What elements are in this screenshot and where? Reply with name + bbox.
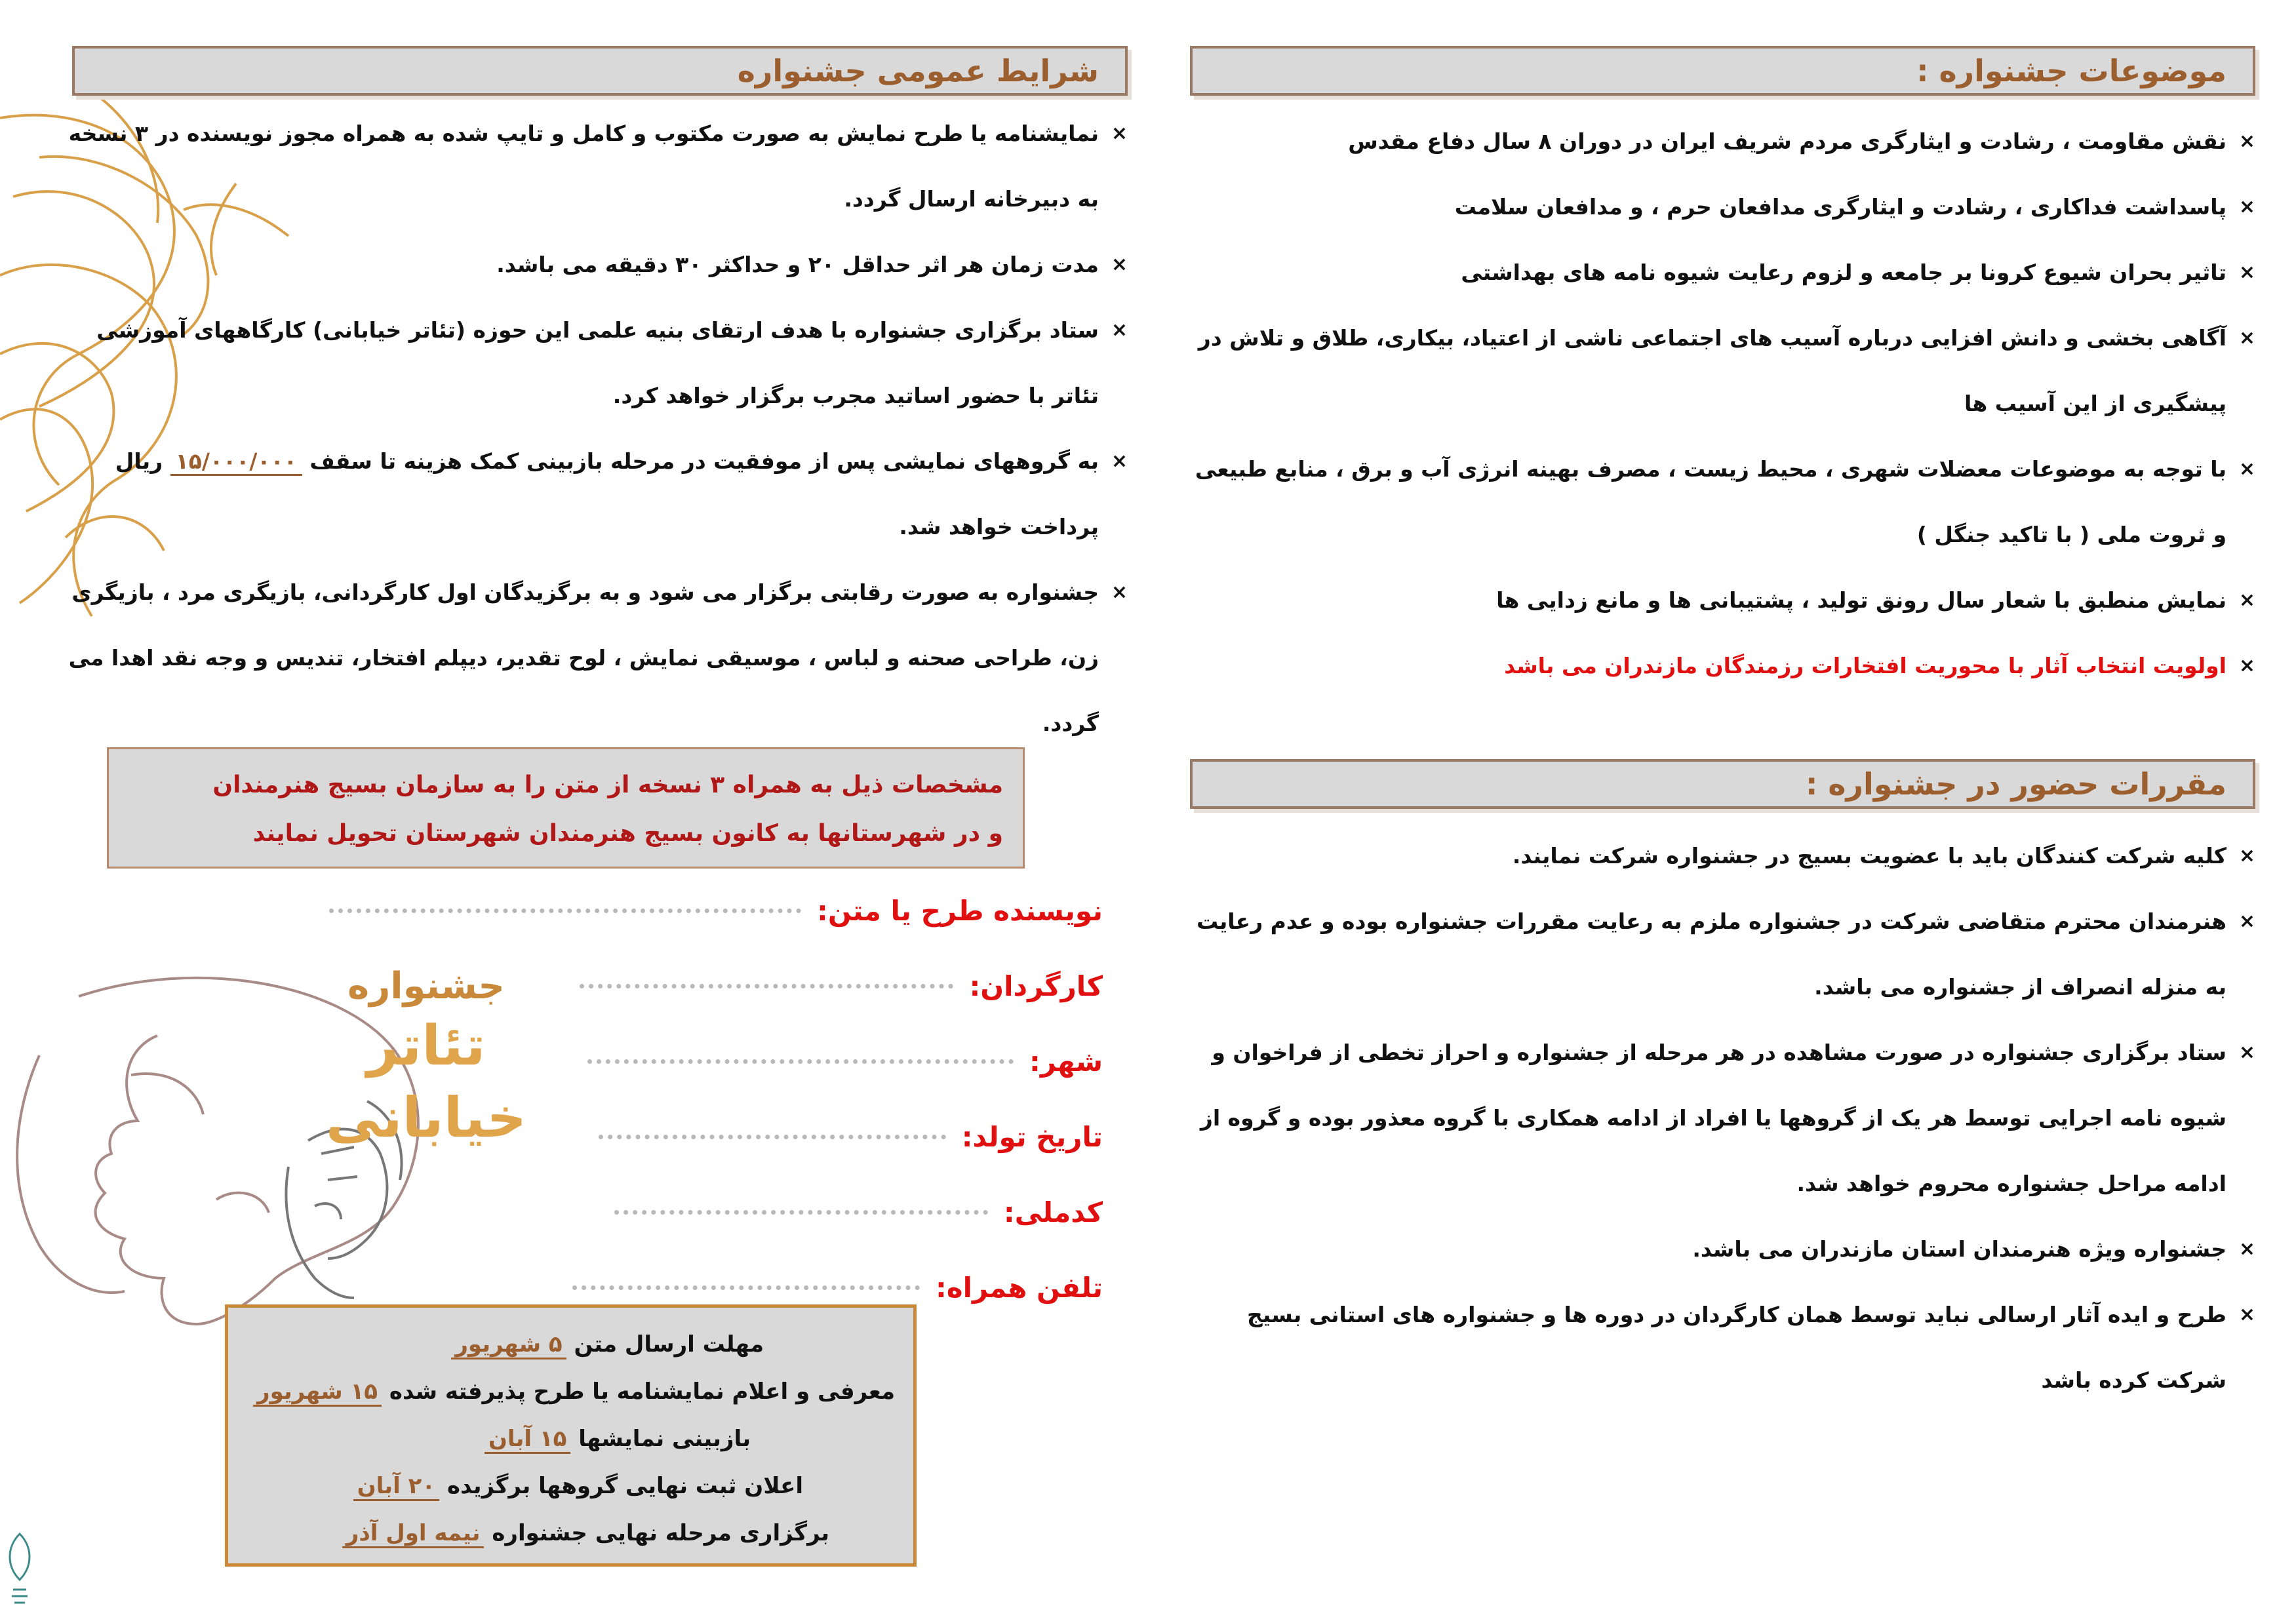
attendance-item: × کلیه شرکت کنندگان باید با عضویت بسیج در جشنواره شرکت نمایند.: [1190, 823, 2255, 889]
schedule-text: اعلان ثبت نهایی گروهها برگزیده: [446, 1473, 803, 1499]
mobile-label: تلفن همراه:: [936, 1272, 1103, 1304]
attendance-item: × هنرمندان محترم متقاضی شرکت در جشنواره ملزم به رعایت مقررات جشنواره بوده و عدم رعایت به منزله انصراف از جشنواره می باشد.: [1190, 889, 2255, 1020]
right-column: [1190, 46, 2255, 1413]
general-item: × مدت زمان هر اثر حداقل ۲۰ و حداکثر ۳۰ دقیقه می باشد.: [46, 232, 1128, 298]
schedule-text: معرفی و اعلام نمایشنامه یا طرح پذیرفته شده: [389, 1379, 895, 1405]
birth-label: تاریخ تولد:: [961, 1121, 1103, 1153]
topics-list: [1190, 109, 2255, 699]
schedule-date: ۱۵ شهریور: [253, 1379, 382, 1407]
general-header-text: شرایط عمومی جشنواره: [737, 53, 1099, 88]
topic-item: × با توجه به موضوعات معضلات شهری ، محیط زیست ، مصرف بهینه انرژی آب و برق ، منابع طبیعی و ثروت ملی ( با تاکید جنگل ): [1190, 437, 2255, 568]
schedule-row: [241, 1462, 895, 1510]
form-mobile-row[interactable]: [572, 1272, 1103, 1304]
subsidy-amount: ۱۵/۰۰۰/۰۰۰: [170, 448, 302, 476]
notice-line: و در شهرستانها به کانون بسیج هنرمندان شهرستان تحویل نمایند: [252, 820, 1003, 847]
attendance-item: × ستاد برگزاری جشنواره در صورت مشاهده در هر مرحله از جشنواره و احراز تخطی از فراخوان و شیوه نامه اجرایی توسط هر یک از گروهها یا افراد از ادامه همکاری با گروه معذور بوده و گروه از ادامه مراحل جشنواره محروم خواهد شد.: [1190, 1020, 2255, 1217]
director-field[interactable]: [580, 984, 953, 988]
festival-logo-line1: جشنواره: [347, 965, 505, 1007]
form-writer-row[interactable]: [329, 895, 1103, 927]
general-header: [72, 46, 1128, 96]
subsidy-text-before: به گروههای نمایشی پس از موفقیت در مرحله بازبینی کمک هزینه تا سقف: [309, 448, 1099, 474]
topic-item: × نمایش منطبق با شعار سال رونق تولید ، پشتیبانی ها و مانع زدایی ها: [1190, 568, 2255, 633]
schedule-date: ۲۰ آبان: [353, 1473, 440, 1501]
schedule-row: [241, 1368, 895, 1415]
schedule-row: [241, 1510, 895, 1557]
general-list: [46, 101, 1128, 756]
schedule-date: نیمه اول آذر: [342, 1520, 485, 1548]
mobile-field[interactable]: [572, 1285, 920, 1290]
schedule-row: [241, 1415, 895, 1462]
general-item: × نمایشنامه یا طرح نمایش به صورت مکتوب و کامل و تایپ شده به همراه مجوز نویسنده در ۳ نسخه به دبیرخانه ارسال گردد.: [46, 101, 1128, 232]
national-code-field[interactable]: [614, 1210, 988, 1215]
national-code-label: کدملی:: [1003, 1196, 1103, 1228]
form-national-code-row[interactable]: [614, 1196, 1103, 1228]
schedule-date: ۵ شهریور: [451, 1331, 566, 1359]
festival-logo: [262, 964, 590, 1150]
topics-header: [1190, 46, 2255, 96]
schedule-box: [225, 1304, 917, 1567]
general-item: × جشنواره به صورت رقابتی برگزار می شود و به برگزیدگان اول کارگردانی، بازیگری مرد ، بازیگری زن، طراحی صحنه و لباس ، موسیقی نمایش ، لوح تقدیر، دیپلم افتخار، تندیس و وجه نقد اهدا می گردد.: [46, 560, 1128, 756]
schedule-text: برگزاری مرحله نهایی جشنواره: [492, 1520, 829, 1546]
city-field[interactable]: [587, 1059, 1014, 1064]
schedule-text: مهلت ارسال متن: [574, 1331, 764, 1358]
schedule-date: ۱۵ آبان: [485, 1426, 571, 1454]
writer-label: نویسنده طرح یا متن:: [817, 895, 1103, 927]
attendance-list: [1190, 823, 2255, 1413]
left-column: [46, 46, 1128, 756]
submission-notice: [107, 747, 1025, 869]
attendance-header: [1190, 759, 2255, 809]
writer-field[interactable]: [329, 909, 801, 913]
topic-item: × نقش مقاومت ، رشادت و ایثارگری مردم شریف ایران در دوران ۸ سال دفاع مقدس: [1190, 109, 2255, 174]
birth-field[interactable]: [599, 1135, 946, 1139]
city-label: شهر:: [1029, 1046, 1103, 1078]
subsidy-text-after: ریال پرداخت خواهد شد.: [115, 448, 1099, 539]
form-city-row[interactable]: [587, 1046, 1103, 1078]
schedule-row: [241, 1321, 895, 1368]
general-item: [46, 429, 1128, 560]
topics-header-text: موضوعات جشنواره :: [1916, 53, 2227, 88]
schedule-text: بازبینی نمایشها: [578, 1426, 751, 1452]
topic-item-priority: × اولویت انتخاب آثار با محوریت افتخارات رزمندگان مازندران می باشد: [1190, 633, 2255, 699]
attendance-item: × جشنواره ویژه هنرمندان استان مازندران می باشد.: [1190, 1217, 2255, 1282]
form-birth-row[interactable]: [599, 1121, 1103, 1153]
topic-item: × آگاهی بخشی و دانش افزایی درباره آسیب های اجتماعی ناشی از اعتیاد، بیکاری، طلاق و تلاش در پیشگیری از این آسیب ها: [1190, 305, 2255, 437]
director-label: کارگردان:: [969, 970, 1103, 1002]
general-item: × ستاد برگزاری جشنواره با هدف ارتقای بنیه علمی این حوزه (تئاتر خیابانی) کارگاههای آموزشی تئاتر با حضور اساتید مجرب برگزار خواهد کرد.: [46, 298, 1128, 429]
attendance-item: × طرح و ایده آثار ارسالی نباید توسط همان کارگردان در دوره ها و جشنواره های استانی بسیج شرکت کرده باشد: [1190, 1282, 2255, 1413]
notice-line: مشخصات ذیل به همراه ۳ نسخه از متن را به سازمان بسیج هنرمندان: [212, 772, 1003, 798]
topic-item: × تاثیر بحران شیوع کرونا بر جامعه و لزوم رعایت شیوه نامه های بهداشتی: [1190, 240, 2255, 305]
brand-logo-icon: [0, 1527, 39, 1613]
festival-logo-line2: تئاتر خیابانی: [326, 1013, 526, 1150]
form-director-row[interactable]: [580, 970, 1103, 1002]
attendance-header-text: مقررات حضور در جشنواره :: [1805, 766, 2227, 802]
topic-item: × پاسداشت فداکاری ، رشادت و ایثارگری مدافعان حرم ، و مدافعان سلامت: [1190, 174, 2255, 240]
